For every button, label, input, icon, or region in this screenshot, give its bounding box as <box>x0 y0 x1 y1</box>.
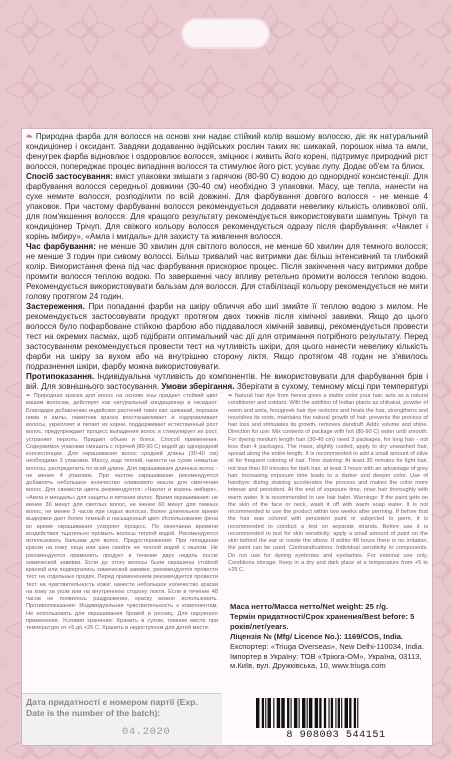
leaf-icon: ❧ <box>228 393 235 399</box>
exporter: Експортер: «Triuga Overseas», New Delhi-110034, India. <box>230 641 424 651</box>
leaf-icon: ❧ <box>26 393 34 399</box>
expiry-date-label: Дата придатності є номером партії (Exp. Date is the number of the batch): <box>26 697 198 718</box>
barcode-bar <box>262 698 264 728</box>
license: Ліцензія № (Mfg/ Licence No.): 1169/COS, India. <box>230 631 404 641</box>
barcode-bar <box>357 698 358 728</box>
barcode-bar <box>256 698 259 728</box>
barcode <box>250 698 422 744</box>
barcode-bar <box>309 698 312 728</box>
barcode-bar <box>349 698 351 728</box>
ua-storage-text: Зберігати в сухому, темному місці при температурі <box>236 381 428 391</box>
ua-warnings <box>26 302 428 372</box>
ua-intro-text: Природна фарба для волосся на основі хни надає стійкий колір вашому волоссю, діє як натуральний кондиціонер і оксидант. Завдяки додаванню індійських рослин таких як: шикакай, порошок німа та амли, фенугрек фарба відновлює і оздоровлює волосся, зміцнює і живить його корені, підтримує природний ріст волосся, попереджає процес випадіння волосся та стимулює його ріст, усуває лупу. Додає об'єм та блиск. <box>26 132 428 171</box>
ua-time <box>26 242 428 302</box>
barcode-bar <box>354 698 356 728</box>
barcode-bar <box>299 698 300 728</box>
barcode-bar <box>281 698 284 728</box>
importer: Імпортер в Україну: ТОВ «Тріюга-ОМ», Україна, 03113, м.Київ, вул. Дружківська, 10, www.triuga.com <box>230 651 422 671</box>
barcode-bar <box>315 698 318 728</box>
hanger-hole <box>181 18 270 49</box>
expiry-date-value: 04.2020 <box>122 726 171 738</box>
package-top-band <box>0 0 451 128</box>
barcode-bar <box>291 698 292 728</box>
ua-warnings-title: Застереження. <box>26 301 85 311</box>
manufacturer-info <box>230 602 428 700</box>
best-before: Термін придатності/Срок хранения/Best before: 5 років/лет/years. <box>230 611 415 631</box>
en-text: Natural hair dye from henna gives a stable color your hair, acts as a natural conditioner and oxidant. With the addition of Indian plants as shikakai, powder of neem and amla, fenugreek hair dye restores and heals the hair, strengthens and nourishes its roots, maintains the natural growth of hair, prevents the process of hair loss and stimulates its growth, removes dandruff. Adds volume and shine. Direction for use: Mix contents of package with hot (80-90 C) water until smooth. For dyeing medium length hair (30-40 cm) need 3 packages, for long hair - not less than 4 packages. The mass, slightly cooled, apply to dry unwashed hair, spread along the entire length. It is recommended to add a small amount of olive oil for frequent coloring of hair. Time staining: At least 30 minutes for light hair, not less than 60 minutes for dark hair, at least 3 hours with an advantage of grey hair. Increasing exposure time leads to a darker and deeper color. Use of hairdryer during staining accelerates the process and makes the color more intense and persistent. At the end of exposure time, rinse hair thoroughly with warm water. It is recommended to use hair balm. Warnings: If the paint gets on the skin of the face or neck, wash it off with warm soap water. It is not recommended to use the product within two weeks after perming. If before that the hair was colored with persistent paint or subjected to perm, it is recommended to conduct a test on separate strands. Before use it is recommended to test for skin sensitivity: apply a small amount of paint on the skin behind the ear or inside the elbow. If within 48 hours there is no irritation, the paint can be used. Contraindications: Individual sensitivity to components. Do not use for dyeing eyebrows and eyelashes. For external use only. Conditions storage: Keep in a dry and dark place at a temperature from +5 to +25 C. <box>228 393 428 573</box>
barcode-bar <box>277 698 280 728</box>
barcode-bar <box>307 698 308 728</box>
barcode-bar <box>268 698 271 728</box>
ua-storage-title: Умови зберігання. <box>161 381 235 391</box>
ua-usage <box>26 172 428 242</box>
barcode-bar <box>331 698 333 728</box>
expiry-date-box <box>22 693 222 745</box>
ukrainian-instructions <box>26 132 428 393</box>
barcode-bar <box>341 698 342 728</box>
barcode-bar <box>287 698 289 728</box>
ua-usage-text: вміст упаковки змішати з гарячою (80-90 С) водою до однорідної консистенції. Для фарбування волосся середньої довжини (30-40 см) необхідно 3 упаковки. Масу, ще тепла, нанести на сухе немите волосся, розподілити по всій довжині. Для фарбування довгого волосся - не менше 4 упаковок. При частому фарбуванні волосся рекомендується додавати невелику кількість оливкової олії, для пом'якшення волосся. Для кращого результату рекомендується використовувати шампунь Трічуп та кондиціонер Трічуп. Для свіжого кольору волосся рекомендується одразу після фарбування: «Чаклет і корінь імбиру», «Амла і мигдаль» для захисту та живлення волосся. <box>26 171 428 241</box>
barcode-bar <box>273 698 274 728</box>
barcode-bar <box>328 698 329 728</box>
barcode-bars <box>250 698 422 728</box>
ua-contraindications <box>26 372 428 393</box>
ru-text: Природная краска для волос на основе хны придает стойкий цвет вашим волосам, действует как натуральный кондиционер и оксидант. Благодаря добавлению индийских растений таких как: шикакай, порошок нима и амлы, пажитник краска восстанавливает и оздоравливает волосы, укрепляет и питает их корни, поддерживает естественный рост волос, предупреждает процесс выпадения волос и стимулирует их рост, устраняет перхоть. Придает объем и блеск. Способ применения: Содержимое упаковки смешать с горячей (80-90 С) водой до однородной консистенции. Для окрашивания волос средней длины (30-40 см) необходимо 3 упаковки. Массу, еще теплой, нанести на сухие немытые волосы, распределить по всей длине. Для окрашивания длинных волос - не менее 4 упаковок. При частом окрашивании рекомендуется добавлять небольшое количество оливкового масла для смягчения волос. Для свежести цвета рекомендуется: «Чаклет и корень имбиря», «Амла и миндаль» для защиты и питания волос. Время окрашивания: не менее 30 минут для светлых волос, не менее 60 минут для темных волос, не менее 3 часов при седых волосах. Более длительное время выдержки дает более темный и насыщенный цвет. Использование фена во время окрашивания ускоряет процесс. По окончании времени воздействия тщательно промыть волосы теплой водой. Рекомендуется использовать бальзам для волос. Предостережения: При попадании краски на кожу лица или шеи смойте ее теплой водой с мылом. Не рекомендуется применять продукт в течение двух недель после химической завивки. Если до этого волосы были окрашены стойкой краской или подвергались химической завивке, рекомендуется провести тест на отдельных прядях. Перед применением рекомендуется провести тест на чувствительность кожи: нанести небольшое количество краски на кожу за ухом или на внутреннюю сторону локтя. Если в течение 48 часов не появилось раздражение, краску можно использовать. Противопоказания: Индивидуальная чувствительность к компонентам. Не использовать для окрашивания бровей и ресниц. Для наружного применения. Условия хранения: Хранить в сухом, темном месте при температуре от +5 до +25 С. Хранить в недоступном для детей месте. <box>26 393 218 631</box>
english-instructions <box>228 393 428 605</box>
barcode-bar <box>338 698 340 728</box>
russian-instructions <box>26 393 218 639</box>
ua-contra-text: Індивідуальна чутливість до компонентів. Не використовувати для фарбування брів і вій. Для зовнішнього застосування. <box>26 371 428 391</box>
barcode-bar <box>345 698 348 728</box>
ua-warnings-text: При попаданні фарби на шкіру обличчя або шиї змийте її теплою водою з милом. Не рекомендується застосовувати продукт протягом двох тижнів після хімічної завивки. Якщо до цього волосся було пофарбоване стійкою фарбою або піддавалося хімічній завивці, рекомендується провести тест на окремих пасмах, щоб підібрати оптимальний час дії для отримання потрібного результату. Перед застосуванням рекомендується провести тест на чутливість шкіри, для цього нанести невелику кількість фарби на шкіру за вухом або на внутрішню сторону ліктя. Якщо протягом 48 годин не з'явилось подразнення шкіри, фарбу можна використовувати. <box>26 301 428 371</box>
barcode-bar <box>294 698 297 728</box>
ua-time-text: не менше 30 хвилин для світлого волосся, не менше 60 хвилин для темного волосся; не менше 3 годин при сивому волоссі. Більш тривалий час витримки дає більш інтенсивний та глибокий колір. Використання фена під час фарбування прискорює процес. Після закінчення часу витримки добре промити волосся теплою водою. По завершенні часу впливу ретельно промити волосся теплою водою. Рекомендується використовувати бальзам для волосся. Для стабілізації кольору рекомендується не мити голову протягом 24 годин. <box>26 241 428 301</box>
ua-time-title: Час фарбування: <box>26 241 96 251</box>
ua-intro <box>26 132 428 172</box>
barcode-bar <box>319 698 321 728</box>
net-weight: Маса нетто/Масса нетто/Net weight: 25 г/g. <box>230 602 389 611</box>
barcode-bar <box>265 698 266 728</box>
ua-contra-title: Протипоказання. <box>26 371 95 381</box>
leaf-icon: ❧ <box>26 132 36 141</box>
ua-usage-title: Спосіб застосування: <box>26 171 113 181</box>
barcode-digits: 8 908003 544151 <box>286 730 386 741</box>
barcode-bar <box>302 698 305 728</box>
barcode-bar <box>324 698 326 728</box>
barcode-bar <box>335 698 336 728</box>
